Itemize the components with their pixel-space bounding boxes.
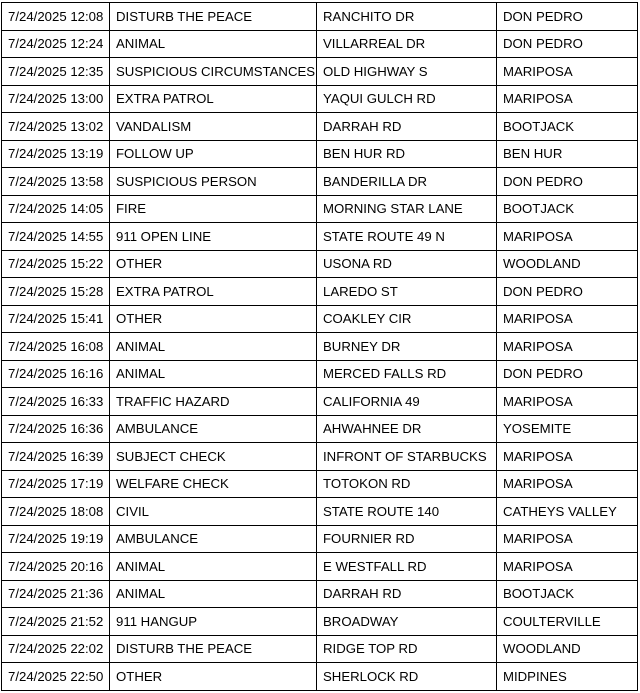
area-cell: CATHEYS VALLEY [497, 498, 638, 526]
datetime-cell: 7/24/2025 13:19 [2, 140, 110, 168]
call-type-cell: AMBULANCE [110, 415, 317, 443]
location-cell: TOTOKON RD [317, 470, 497, 498]
datetime-cell: 7/24/2025 22:50 [2, 663, 110, 691]
table-row [2, 470, 638, 498]
call-type-cell: WELFARE CHECK [110, 470, 317, 498]
area-cell: MIDPINES [497, 663, 638, 691]
call-type-cell: ANIMAL [110, 553, 317, 581]
table-row [2, 415, 638, 443]
location-cell: E WESTFALL RD [317, 553, 497, 581]
table-row [2, 333, 638, 361]
table-row [2, 553, 638, 581]
datetime-cell: 7/24/2025 21:52 [2, 608, 110, 636]
datetime-cell: 7/24/2025 14:05 [2, 195, 110, 223]
location-cell: YAQUI GULCH RD [317, 85, 497, 113]
call-type-cell: EXTRA PATROL [110, 85, 317, 113]
datetime-cell: 7/24/2025 16:33 [2, 388, 110, 416]
call-type-cell: TRAFFIC HAZARD [110, 388, 317, 416]
area-cell: MARIPOSA [497, 388, 638, 416]
call-type-cell: SUSPICIOUS PERSON [110, 168, 317, 196]
call-type-cell: CIVIL [110, 498, 317, 526]
table-row [2, 443, 638, 471]
location-cell: MORNING STAR LANE [317, 195, 497, 223]
datetime-cell: 7/24/2025 16:39 [2, 443, 110, 471]
location-cell: BROADWAY [317, 608, 497, 636]
location-cell: DARRAH RD [317, 113, 497, 141]
area-cell: DON PEDRO [497, 360, 638, 388]
location-cell: RANCHITO DR [317, 3, 497, 31]
call-type-cell: SUBJECT CHECK [110, 443, 317, 471]
location-cell: BEN HUR RD [317, 140, 497, 168]
location-cell: CALIFORNIA 49 [317, 388, 497, 416]
location-cell: VILLARREAL DR [317, 30, 497, 58]
table-row [2, 3, 638, 31]
call-type-cell: VANDALISM [110, 113, 317, 141]
call-type-cell: 911 HANGUP [110, 608, 317, 636]
call-type-cell: FIRE [110, 195, 317, 223]
table-row [2, 663, 638, 691]
call-log-table [1, 2, 638, 691]
call-type-cell: OTHER [110, 663, 317, 691]
call-type-cell: ANIMAL [110, 580, 317, 608]
area-cell: DON PEDRO [497, 3, 638, 31]
area-cell: MARIPOSA [497, 305, 638, 333]
call-type-cell: FOLLOW UP [110, 140, 317, 168]
table-row [2, 113, 638, 141]
location-cell: SHERLOCK RD [317, 663, 497, 691]
location-cell: RIDGE TOP RD [317, 635, 497, 663]
datetime-cell: 7/24/2025 19:19 [2, 525, 110, 553]
table-row [2, 223, 638, 251]
area-cell: MARIPOSA [497, 333, 638, 361]
call-type-cell: ANIMAL [110, 30, 317, 58]
datetime-cell: 7/24/2025 15:41 [2, 305, 110, 333]
datetime-cell: 7/24/2025 14:55 [2, 223, 110, 251]
location-cell: COAKLEY CIR [317, 305, 497, 333]
datetime-cell: 7/24/2025 13:58 [2, 168, 110, 196]
datetime-cell: 7/24/2025 21:36 [2, 580, 110, 608]
table-row [2, 360, 638, 388]
table-row [2, 195, 638, 223]
table-row [2, 635, 638, 663]
table-row [2, 498, 638, 526]
area-cell: MARIPOSA [497, 470, 638, 498]
area-cell: MARIPOSA [497, 553, 638, 581]
call-type-cell: DISTURB THE PEACE [110, 635, 317, 663]
table-row [2, 250, 638, 278]
call-type-cell: OTHER [110, 250, 317, 278]
area-cell: BOOTJACK [497, 195, 638, 223]
table-row [2, 525, 638, 553]
table-row [2, 58, 638, 86]
call-type-cell: ANIMAL [110, 360, 317, 388]
call-type-cell: DISTURB THE PEACE [110, 3, 317, 31]
datetime-cell: 7/24/2025 16:08 [2, 333, 110, 361]
location-cell: MERCED FALLS RD [317, 360, 497, 388]
datetime-cell: 7/24/2025 12:35 [2, 58, 110, 86]
datetime-cell: 7/24/2025 20:16 [2, 553, 110, 581]
table-row [2, 580, 638, 608]
location-cell: BURNEY DR [317, 333, 497, 361]
area-cell: MARIPOSA [497, 58, 638, 86]
area-cell: MARIPOSA [497, 443, 638, 471]
location-cell: OLD HIGHWAY S [317, 58, 497, 86]
call-type-cell: ANIMAL [110, 333, 317, 361]
table-row [2, 30, 638, 58]
area-cell: COULTERVILLE [497, 608, 638, 636]
location-cell: STATE ROUTE 49 N [317, 223, 497, 251]
datetime-cell: 7/24/2025 17:19 [2, 470, 110, 498]
datetime-cell: 7/24/2025 12:08 [2, 3, 110, 31]
location-cell: DARRAH RD [317, 580, 497, 608]
datetime-cell: 7/24/2025 12:24 [2, 30, 110, 58]
call-type-cell: AMBULANCE [110, 525, 317, 553]
call-log-body [2, 3, 638, 691]
area-cell: DON PEDRO [497, 30, 638, 58]
location-cell: USONA RD [317, 250, 497, 278]
table-row [2, 85, 638, 113]
datetime-cell: 7/24/2025 15:28 [2, 278, 110, 306]
datetime-cell: 7/24/2025 16:36 [2, 415, 110, 443]
call-type-cell: SUSPICIOUS CIRCUMSTANCES [110, 58, 317, 86]
area-cell: BOOTJACK [497, 113, 638, 141]
area-cell: BEN HUR [497, 140, 638, 168]
area-cell: BOOTJACK [497, 580, 638, 608]
location-cell: INFRONT OF STARBUCKS [317, 443, 497, 471]
datetime-cell: 7/24/2025 16:16 [2, 360, 110, 388]
location-cell: FOURNIER RD [317, 525, 497, 553]
table-row [2, 278, 638, 306]
area-cell: WOODLAND [497, 635, 638, 663]
area-cell: WOODLAND [497, 250, 638, 278]
location-cell: AHWAHNEE DR [317, 415, 497, 443]
table-row [2, 388, 638, 416]
call-type-cell: OTHER [110, 305, 317, 333]
area-cell: MARIPOSA [497, 525, 638, 553]
datetime-cell: 7/24/2025 13:02 [2, 113, 110, 141]
datetime-cell: 7/24/2025 13:00 [2, 85, 110, 113]
table-row [2, 305, 638, 333]
location-cell: BANDERILLA DR [317, 168, 497, 196]
area-cell: MARIPOSA [497, 85, 638, 113]
datetime-cell: 7/24/2025 15:22 [2, 250, 110, 278]
table-row [2, 168, 638, 196]
area-cell: DON PEDRO [497, 278, 638, 306]
area-cell: MARIPOSA [497, 223, 638, 251]
table-row [2, 608, 638, 636]
call-type-cell: 911 OPEN LINE [110, 223, 317, 251]
location-cell: STATE ROUTE 140 [317, 498, 497, 526]
area-cell: DON PEDRO [497, 168, 638, 196]
datetime-cell: 7/24/2025 22:02 [2, 635, 110, 663]
area-cell: YOSEMITE [497, 415, 638, 443]
datetime-cell: 7/24/2025 18:08 [2, 498, 110, 526]
table-row [2, 140, 638, 168]
location-cell: LAREDO ST [317, 278, 497, 306]
call-type-cell: EXTRA PATROL [110, 278, 317, 306]
